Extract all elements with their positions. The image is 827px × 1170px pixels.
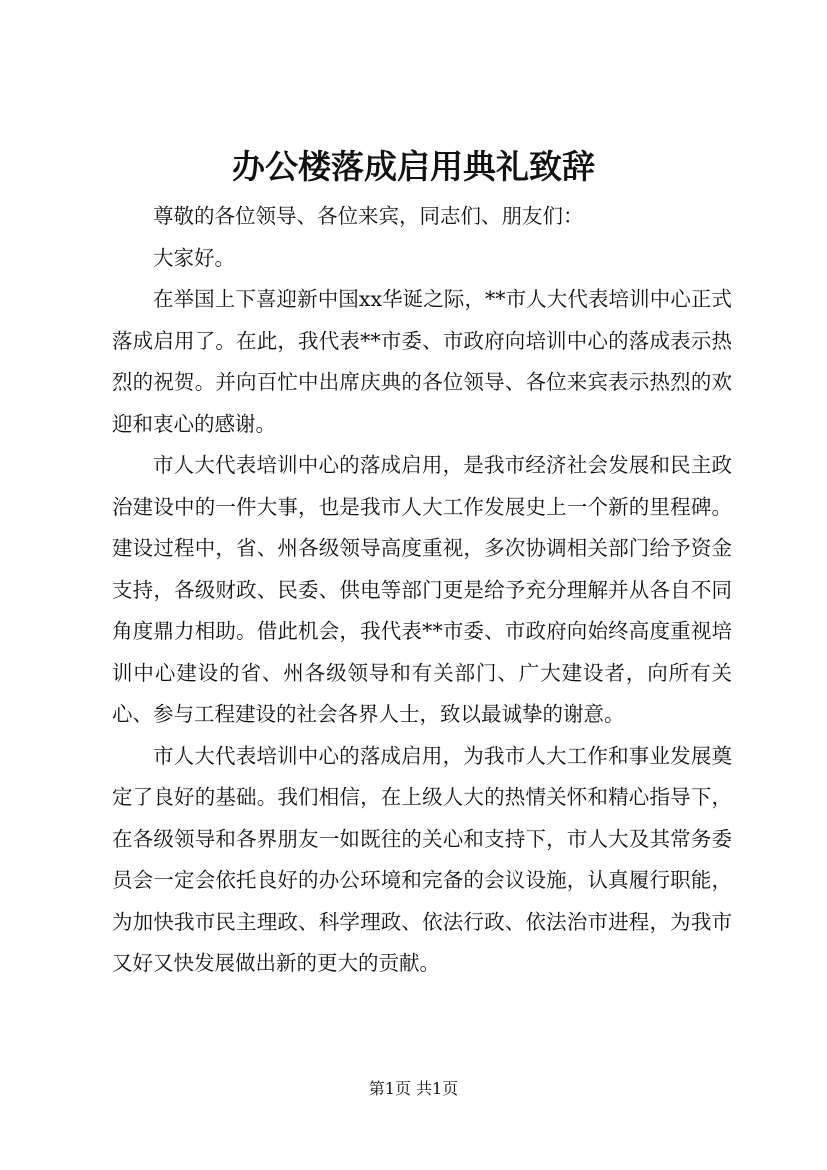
document-title: 办公楼落成启用典礼致辞: [232, 147, 595, 186]
page-number-footer: 第1页 共1页: [368, 1079, 459, 1098]
greeting-paragraph: 大家好。: [153, 245, 235, 270]
body-paragraph: 市人大代表培训中心的落成启用，为我市人大工作和事业发展奠定了良好的基础。我们相信，在上级人大的热情关怀和精心指导下，在各级领导和各界朋友一如既往的关心和支持下，市人大及其常务委员会一定会依托良好的办公环境和完备的会议设施，认真履行职能，为加快我市民主理政、科学理政、依法行政、依法治市进程，为我市又好又快发展做出新的更大的贡献。: [112, 743, 732, 975]
body-paragraph: 在举国上下喜迎新中国xx华诞之际，**市人大代表培训中心正式落成启用了。在此，我代表**市委、市政府向培训中心的落成表示热烈的祝贺。并向百忙中出席庆典的各位领导、各位来宾表示热烈的欢迎和衷心的感谢。: [112, 287, 732, 436]
document-body: [112, 196, 732, 985]
salutation-paragraph: 尊敬的各位领导、各位来宾，同志们、朋友们：: [153, 204, 584, 228]
body-paragraph: 市人大代表培训中心的落成启用，是我市经济社会发展和民主政治建设中的一件大事，也是我市人大工作发展史上一个新的里程碑。建设过程中，省、州各级领导高度重视，多次协调相关部门给予资金支持，各级财政、民委、供电等部门更是给予充分理解并从各自不同角度鼎力相助。借此机会，我代表**市委、市政府向始终高度重视培训中心建设的省、州各级领导和有关部门、广大建设者，向所有关心、参与工程建设的社会各界人士，致以最诚挚的谢意。: [112, 453, 732, 726]
